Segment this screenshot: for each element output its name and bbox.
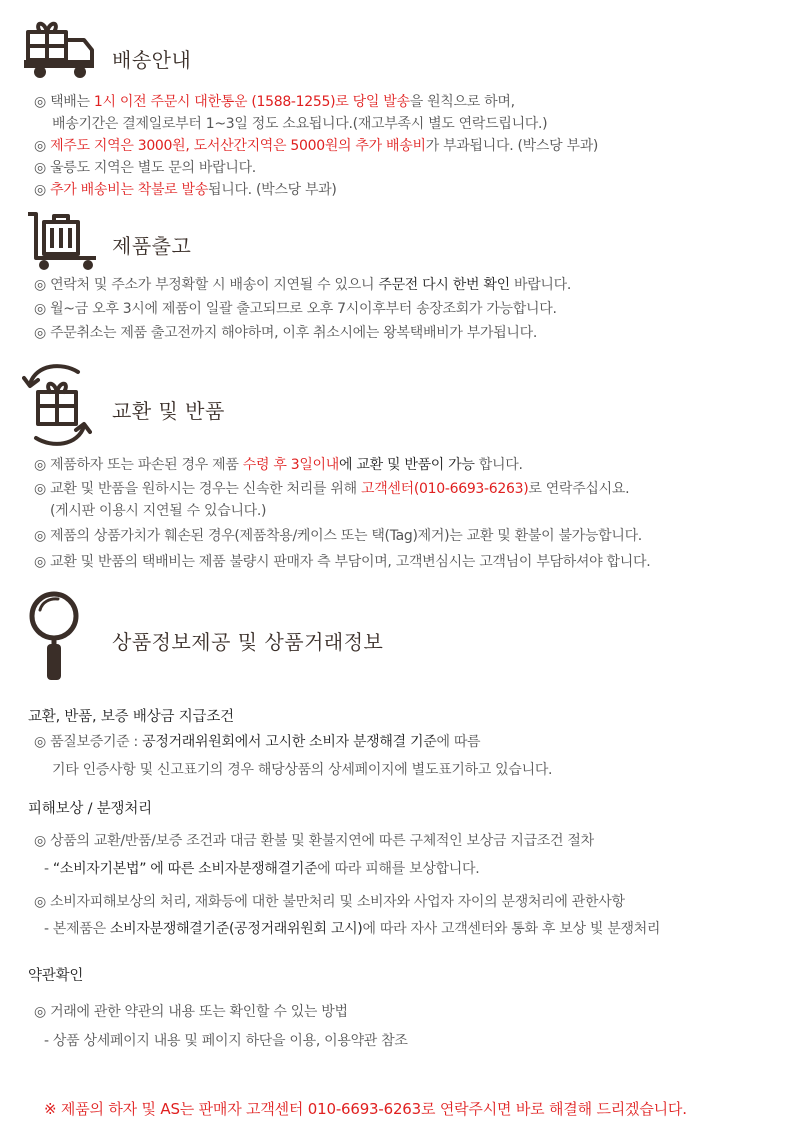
text: ◎ 제품하자 또는 파손된 경우 제품 bbox=[34, 457, 243, 473]
highlight-text: 수령 후 3일이내 bbox=[242, 457, 339, 473]
text: 에 따라 자사 고객센터와 통화 후 보상 빛 분쟁처리 bbox=[362, 921, 661, 937]
highlight-text: 추가 배송비는 착불로 발송 bbox=[50, 182, 208, 198]
shipping-line-5 bbox=[34, 181, 337, 199]
exchange-line-3: (게시판 이용시 지연될 수 있습니다.) bbox=[50, 503, 267, 519]
emphasis-text: 주문전 다시 한번 확인 bbox=[378, 277, 510, 293]
cart-icon bbox=[26, 208, 102, 272]
emphasis-text: “소비자기본법” 에 따른 소비자분쟁해결기준 bbox=[52, 861, 318, 877]
text: - 본제품은 bbox=[44, 921, 110, 937]
shipping-line-4: ◎ 울릉도 지역은 별도 문의 바랍니다. bbox=[34, 160, 256, 176]
text: 바랍니다. bbox=[509, 277, 572, 293]
bottom-notice: ※ 제품의 하자 및 AS는 판매자 고객센터 010-6693-6263로 연락주시면 바로 해결해 드리겠습니다. bbox=[44, 1100, 687, 1118]
magnifier-icon bbox=[26, 590, 86, 684]
exchange-line-5: ◎ 교환 및 반품의 택배비는 제품 불량시 판매자 측 부담이며, 고객변심시는 고객님이 부담하셔야 합니다. bbox=[34, 554, 651, 570]
exchange-line-2 bbox=[34, 480, 629, 498]
text: 가 부과됩니다. (박스당 부과) bbox=[425, 138, 599, 154]
text: 됩니다. (박스당 부과) bbox=[208, 182, 337, 198]
text: ◎ 택배는 bbox=[34, 94, 94, 110]
text: 에 따름 bbox=[436, 734, 481, 750]
text: ◎ 품질보증기준 : bbox=[34, 734, 143, 750]
shipping-line-2: 배송기간은 결제일로부터 1~3일 정도 소요됩니다.(재고부족시 별도 연락드립니다.) bbox=[52, 116, 548, 132]
text: ◎ 교환 및 반품을 원하시는 경우는 신속한 처리를 위해 bbox=[34, 481, 361, 497]
warranty-line-1 bbox=[34, 733, 480, 751]
release-line-3: ◎ 주문취소는 제품 출고전까지 해야하며, 이후 취소시에는 왕복택배비가 부가됩니다. bbox=[34, 325, 538, 341]
terms-line-2: - 상품 상세페이지 내용 및 페이지 하단을 이용, 이용약관 참조 bbox=[44, 1033, 408, 1049]
warranty-line-2: 기타 인증사항 및 신고표기의 경우 해당상품의 상세페이지에 별도표기하고 있습니다. bbox=[52, 762, 553, 778]
release-line-2: ◎ 월~금 오후 3시에 제품이 일괄 출고되므로 오후 7시이후부터 송장조회가 가능합니다. bbox=[34, 301, 557, 317]
text: ◎ 연락처 및 주소가 부정확할 시 배송이 지연될 수 있으니 bbox=[34, 277, 379, 293]
subheading-compensation: 피해보상 / 분쟁처리 bbox=[28, 801, 152, 817]
emphasis-text: 공정거래위원회에서 고시한 소비자 분쟁해결 기준 bbox=[142, 734, 437, 750]
exchange-line-1 bbox=[34, 456, 523, 474]
exchange-line-4: ◎ 제품의 상품가치가 훼손된 경우(제품착용/케이스 또는 택(Tag)제거)는 교환 및 환불이 불가능합니다. bbox=[34, 528, 642, 544]
subheading-terms: 약관확인 bbox=[28, 968, 84, 984]
compensation-line-3: ◎ 소비자피해보상의 처리, 재화등에 대한 불만처리 및 소비자와 사업자 자이의 분쟁처리에 관한사항 bbox=[34, 894, 625, 910]
text: - bbox=[44, 861, 53, 877]
release-title: 제품출고 bbox=[112, 234, 192, 258]
text: 에 따라 피해를 보상합니다. bbox=[317, 861, 480, 877]
text: 을 원칙으로 하며, bbox=[409, 94, 515, 110]
truck-icon bbox=[20, 18, 100, 82]
terms-line-1: ◎ 거래에 관한 약관의 내용 또는 확인할 수 있는 방법 bbox=[34, 1004, 348, 1020]
emphasis-text: 소비자분쟁해결기준(공정거래위원회 고시) bbox=[109, 921, 363, 937]
text: 합니다. bbox=[474, 457, 523, 473]
product-info-title: 상품정보제공 및 상품거래정보 bbox=[112, 630, 384, 654]
shipping-line-1 bbox=[34, 93, 515, 111]
compensation-line-2 bbox=[44, 860, 479, 878]
text: 로 연락주십시요. bbox=[528, 481, 630, 497]
shipping-line-3 bbox=[34, 137, 598, 155]
exchange-gift-icon bbox=[22, 362, 92, 448]
compensation-line-1: ◎ 상품의 교환/반품/보증 조건과 대금 환불 및 환불지연에 따른 구체적인 보상금 지급조건 절차 bbox=[34, 833, 594, 849]
highlight-text: 고객센터(010-6693-6263) bbox=[360, 481, 529, 497]
text: ◎ bbox=[34, 182, 51, 198]
highlight-text: 1시 이전 주문시 대한통운 (1588-1255)로 당일 발송 bbox=[93, 94, 410, 110]
subheading-warranty: 교환, 반품, 보증 배상금 지급조건 bbox=[28, 709, 234, 725]
release-line-1 bbox=[34, 276, 571, 294]
emphasis-text: 에 교환 및 반품이 가능 bbox=[339, 457, 475, 473]
text: ◎ bbox=[34, 138, 51, 154]
exchange-title: 교환 및 반품 bbox=[112, 399, 225, 423]
highlight-text: 제주도 지역은 3000원, 도서산간지역은 5000원의 추가 배송비 bbox=[50, 138, 426, 154]
compensation-line-4 bbox=[44, 920, 660, 938]
shipping-title: 배송안내 bbox=[112, 48, 192, 72]
